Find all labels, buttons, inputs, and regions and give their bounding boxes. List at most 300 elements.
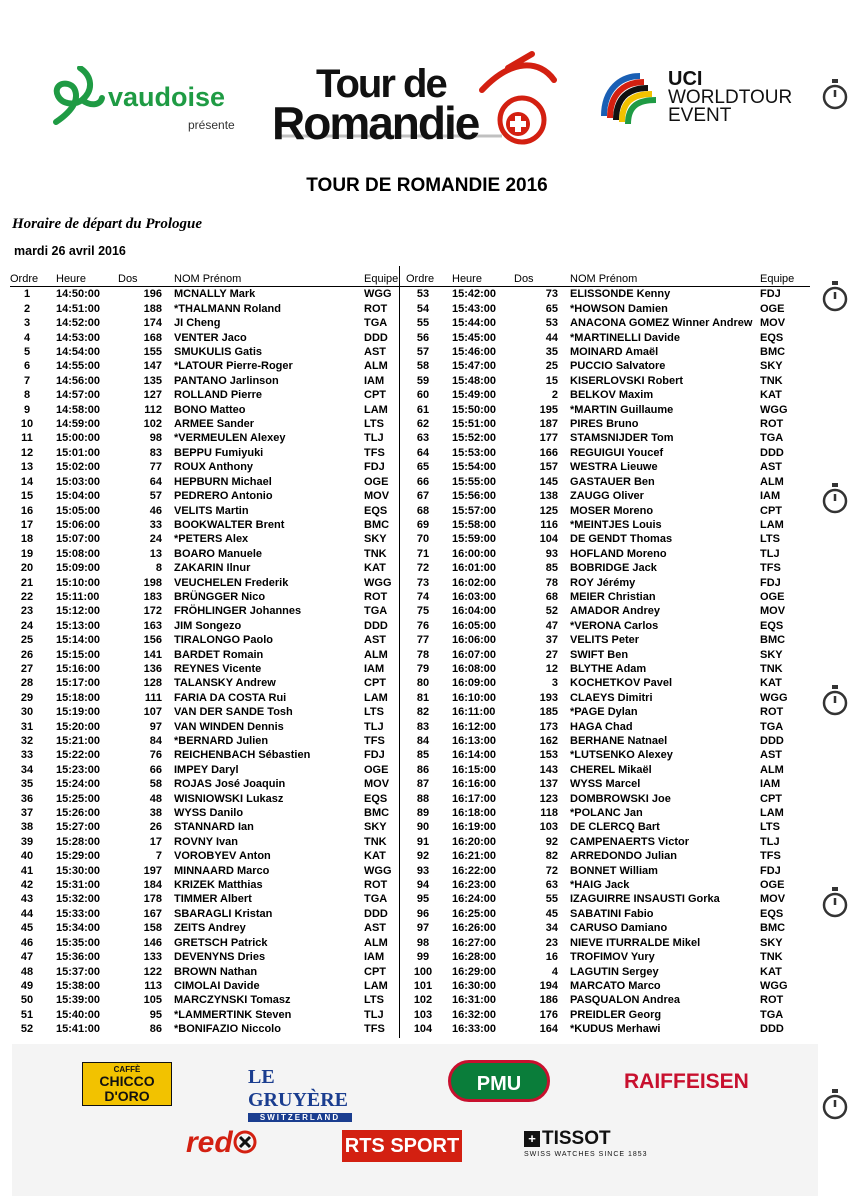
rider-order: 14 <box>20 475 34 488</box>
rider-bib: 188 <box>143 302 162 315</box>
rider-order: 83 <box>416 720 430 733</box>
rider-order: 1 <box>23 288 31 301</box>
rider-name: *KUDUS Merhawi <box>570 1023 661 1036</box>
rider-name: HOFLAND Moreno <box>570 547 667 560</box>
rider-bib: 33 <box>149 518 162 531</box>
rider-order: 26 <box>20 648 34 661</box>
rider-order: 16 <box>20 504 34 517</box>
table-row <box>406 518 810 532</box>
rider-order: 36 <box>20 792 34 805</box>
vaudoise-name: vaudoise <box>108 82 226 112</box>
table-row <box>406 835 810 849</box>
rider-team: FDJ <box>760 288 781 301</box>
table-header-row <box>406 272 810 287</box>
rider-bib: 78 <box>545 576 558 589</box>
rider-start-time: 16:09:00 <box>452 677 497 690</box>
rider-order: 37 <box>20 807 34 820</box>
rider-team: CPT <box>760 504 782 517</box>
rider-name: *LUTSENKO Alexey <box>570 749 673 762</box>
table-row <box>10 748 414 762</box>
rider-name: *HOWSON Damien <box>570 302 668 315</box>
table-row <box>10 475 414 489</box>
rider-team: KAT <box>364 562 386 575</box>
rider-team: ALM <box>364 360 388 373</box>
rider-bib: 143 <box>539 763 558 776</box>
rider-start-time: 14:51:00 <box>56 302 101 315</box>
rider-start-time: 16:15:00 <box>452 763 497 776</box>
rider-name: BOOKWALTER Brent <box>174 518 285 531</box>
rider-team: MOV <box>364 490 390 503</box>
rider-bib: 196 <box>143 288 162 301</box>
worldtour-label: WORLDTOUR <box>668 87 793 108</box>
rider-team: IAM <box>760 490 781 503</box>
rider-start-time: 15:59:00 <box>452 533 497 546</box>
rider-team: WGG <box>760 691 788 704</box>
rider-name: JIM Songezo <box>174 619 242 632</box>
rider-name: CARUSO Damiano <box>570 922 668 935</box>
table-row <box>10 604 414 618</box>
rider-order: 101 <box>413 979 433 992</box>
rider-bib: 177 <box>539 432 558 445</box>
start-list-table-left <box>10 272 414 1037</box>
rider-start-time: 15:36:00 <box>56 951 101 964</box>
table-row <box>10 806 414 820</box>
rider-order: 5 <box>23 346 31 359</box>
rider-start-time: 16:05:00 <box>452 619 497 632</box>
col-dos: Dos <box>514 272 570 287</box>
rider-bib: 45 <box>545 907 558 920</box>
stopwatch-icon <box>820 78 850 112</box>
rider-name: REICHENBACH Sébastien <box>174 749 311 762</box>
rider-bib: 95 <box>149 1008 162 1021</box>
rider-start-time: 16:07:00 <box>452 648 497 661</box>
rider-name: ARMEE Sander <box>174 418 255 431</box>
rider-team: TLJ <box>760 835 780 848</box>
raiffeisen-logo: RAIFFEISEN <box>624 1070 749 1093</box>
rider-name: BOARO Manuele <box>174 547 263 560</box>
rider-team: LAM <box>364 691 388 704</box>
rider-order: 59 <box>416 374 430 387</box>
redo-text: red <box>186 1126 233 1159</box>
rider-team: IAM <box>760 778 781 791</box>
rider-team: WGG <box>760 403 788 416</box>
rider-order: 10 <box>20 418 34 431</box>
rider-team: LAM <box>760 518 784 531</box>
rider-start-time: 16:23:00 <box>452 879 497 892</box>
rider-bib: 164 <box>539 1023 558 1036</box>
stopwatch-icon <box>820 280 850 314</box>
rider-start-time: 16:21:00 <box>452 850 497 863</box>
rider-start-time: 14:50:00 <box>56 288 101 301</box>
rider-start-time: 16:26:00 <box>452 922 497 935</box>
rider-name: HAGA Chad <box>570 720 633 733</box>
rider-order: 28 <box>20 677 34 690</box>
rider-team: ALM <box>760 763 784 776</box>
rider-order: 17 <box>20 518 34 531</box>
rider-order: 6 <box>23 360 31 373</box>
rider-order: 85 <box>416 749 430 762</box>
rider-start-time: 16:29:00 <box>452 965 497 978</box>
rider-name: PIRES Bruno <box>570 418 639 431</box>
rider-name: ZAKARIN Ilnur <box>174 562 251 575</box>
rider-bib: 34 <box>545 922 558 935</box>
table-row <box>10 878 414 892</box>
col-equipe: Equipe <box>364 272 414 287</box>
rider-team: OGE <box>364 475 389 488</box>
rider-start-time: 15:24:00 <box>56 778 101 791</box>
rider-name: SWIFT Ben <box>570 648 629 661</box>
rider-order: 45 <box>20 922 34 935</box>
rider-order: 8 <box>23 389 31 402</box>
rider-team: TGA <box>760 432 784 445</box>
table-row <box>406 864 810 878</box>
table-row <box>406 1008 810 1022</box>
table-row <box>10 936 414 950</box>
rider-order: 30 <box>20 706 34 719</box>
rider-name: TROFIMOV Yury <box>570 951 655 964</box>
rider-order: 48 <box>20 965 34 978</box>
rider-team: KAT <box>760 965 782 978</box>
rider-bib: 65 <box>545 302 558 315</box>
table-row <box>406 763 810 777</box>
rider-start-time: 16:24:00 <box>452 893 497 906</box>
rider-name: *LATOUR Pierre-Roger <box>174 360 293 373</box>
table-row <box>406 849 810 863</box>
rider-order: 18 <box>20 533 34 546</box>
table-row <box>10 633 414 647</box>
rider-start-time: 15:13:00 <box>56 619 101 632</box>
rider-start-time: 15:50:00 <box>452 403 497 416</box>
rider-start-time: 15:47:00 <box>452 360 497 373</box>
rider-team: WGG <box>364 864 392 877</box>
rider-bib: 116 <box>540 518 558 531</box>
table-row <box>10 835 414 849</box>
table-row <box>406 748 810 762</box>
rider-start-time: 15:11:00 <box>56 590 100 603</box>
rider-bib: 146 <box>143 936 162 949</box>
table-row <box>406 648 810 662</box>
table-row <box>406 489 810 503</box>
rider-order: 90 <box>416 821 430 834</box>
rider-order: 4 <box>23 331 31 344</box>
col-heure: Heure <box>44 272 118 287</box>
rider-name: BEPPU Fumiyuki <box>174 446 264 459</box>
rider-order: 55 <box>416 317 430 330</box>
rider-start-time: 15:31:00 <box>56 879 101 892</box>
rider-order: 69 <box>416 518 430 531</box>
rider-bib: 118 <box>540 807 558 820</box>
rider-bib: 194 <box>539 979 558 992</box>
rider-start-time: 16:11:00 <box>452 706 496 719</box>
rider-name: BRÜNGGER Nico <box>174 590 266 603</box>
rider-start-time: 15:54:00 <box>452 461 497 474</box>
rider-name: ELISSONDE Kenny <box>570 288 671 301</box>
rider-bib: 2 <box>551 389 558 402</box>
table-row <box>10 705 414 719</box>
rider-team: LTS <box>364 418 384 431</box>
rider-order: 7 <box>23 374 31 387</box>
rider-start-time: 16:04:00 <box>452 605 497 618</box>
rider-order: 25 <box>20 634 34 647</box>
rider-name: *MARTIN Guillaume <box>570 403 674 416</box>
rider-order: 70 <box>416 533 430 546</box>
rider-start-time: 16:00:00 <box>452 547 497 560</box>
rider-team: FDJ <box>760 864 781 877</box>
rider-bib: 44 <box>545 331 558 344</box>
rider-order: 77 <box>416 634 430 647</box>
rider-start-time: 15:33:00 <box>56 907 101 920</box>
table-row <box>10 504 414 518</box>
rider-name: *VERMEULEN Alexey <box>174 432 286 445</box>
rider-order: 33 <box>20 749 34 762</box>
rider-bib: 93 <box>545 547 558 560</box>
rider-order: 80 <box>416 677 430 690</box>
rider-start-time: 14:56:00 <box>56 374 101 387</box>
rider-name: ZAUGG Oliver <box>570 490 644 503</box>
rider-team: CPT <box>364 389 386 402</box>
table-row <box>406 403 810 417</box>
rider-start-time: 15:15:00 <box>56 648 101 661</box>
rider-bib: 37 <box>545 634 558 647</box>
rider-start-time: 15:28:00 <box>56 835 101 848</box>
rider-bib: 163 <box>143 619 162 632</box>
stopwatch-icon <box>820 684 850 718</box>
rider-order: 76 <box>416 619 430 632</box>
rider-team: KAT <box>364 850 386 863</box>
rider-order: 9 <box>23 403 31 416</box>
rider-name: DE GENDT Thomas <box>570 533 673 546</box>
rider-name: *VERONA Carlos <box>570 619 659 632</box>
table-row <box>10 892 414 906</box>
rider-order: 46 <box>20 936 34 949</box>
rider-order: 68 <box>416 504 430 517</box>
rider-order: 75 <box>416 605 430 618</box>
table-row <box>10 1008 414 1022</box>
rider-name: *MEINTJES Louis <box>570 518 662 531</box>
schedule-date: mardi 26 avril 2016 <box>14 244 126 258</box>
rider-start-time: 15:08:00 <box>56 547 101 560</box>
rider-start-time: 14:54:00 <box>56 346 101 359</box>
rider-bib: 112 <box>144 403 162 416</box>
rider-order: 64 <box>416 446 430 459</box>
rider-order: 39 <box>20 835 34 848</box>
rider-bib: 77 <box>149 461 162 474</box>
rider-start-time: 15:27:00 <box>56 821 101 834</box>
rider-order: 15 <box>20 490 34 503</box>
tissot-sub-text: SWISS WATCHES SINCE 1853 <box>524 1151 648 1158</box>
rider-bib: 183 <box>143 590 162 603</box>
rider-start-time: 15:55:00 <box>452 475 497 488</box>
rider-team: FDJ <box>364 749 385 762</box>
schedule-subtitle: Horaire de départ du Prologue <box>12 216 202 232</box>
rider-bib: 35 <box>545 346 558 359</box>
rider-bib: 98 <box>149 432 162 445</box>
rider-order: 24 <box>20 619 34 632</box>
table-row <box>10 993 414 1007</box>
rider-order: 72 <box>416 562 430 575</box>
rider-bib: 135 <box>143 374 162 387</box>
rider-name: STAMSNIJDER Tom <box>570 432 674 445</box>
rider-order: 29 <box>20 691 34 704</box>
table-row <box>10 388 414 402</box>
rider-name: ROJAS José Joaquin <box>174 778 286 791</box>
rider-name: BLYTHE Adam <box>570 662 647 675</box>
rider-bib: 174 <box>143 317 162 330</box>
le-gruyere-logo <box>248 1066 368 1122</box>
rider-bib: 197 <box>143 864 162 877</box>
rider-team: AST <box>364 634 386 647</box>
table-row <box>10 518 414 532</box>
table-row <box>406 979 810 993</box>
rider-team: IAM <box>364 374 385 387</box>
rider-bib: 12 <box>545 662 558 675</box>
rider-name: *HAIG Jack <box>570 879 630 892</box>
table-row <box>10 921 414 935</box>
table-row <box>406 359 810 373</box>
col-heure: Heure <box>440 272 514 287</box>
rider-order: 61 <box>416 403 430 416</box>
table-row <box>406 1022 810 1036</box>
table-row <box>10 777 414 791</box>
rider-team: TFS <box>364 446 385 459</box>
rider-start-time: 16:14:00 <box>452 749 497 762</box>
rider-bib: 72 <box>545 864 558 877</box>
header <box>0 0 854 170</box>
table-row <box>10 359 414 373</box>
table-row <box>406 993 810 1007</box>
rider-team: BMC <box>364 807 390 820</box>
rider-order: 87 <box>416 778 430 791</box>
rider-order: 79 <box>416 662 430 675</box>
rider-start-time: 15:02:00 <box>56 461 101 474</box>
start-list-table-right <box>406 272 810 1037</box>
rider-start-time: 16:31:00 <box>452 994 497 1007</box>
table-row <box>10 316 414 330</box>
rider-team: LAM <box>364 979 388 992</box>
rider-name: WYSS Danilo <box>174 807 244 820</box>
rider-bib: 82 <box>545 850 558 863</box>
rider-order: 98 <box>416 936 430 949</box>
rider-start-time: 16:30:00 <box>452 979 497 992</box>
tissot-cross-icon: + <box>524 1131 540 1147</box>
table-row <box>406 345 810 359</box>
rider-bib: 107 <box>143 706 162 719</box>
rider-start-time: 15:53:00 <box>452 446 497 459</box>
rider-start-time: 15:42:00 <box>452 288 497 301</box>
rider-team: LTS <box>364 994 384 1007</box>
rider-order: 44 <box>20 907 34 920</box>
rider-name: *POLANC Jan <box>570 807 643 820</box>
rider-order: 38 <box>20 821 34 834</box>
rider-bib: 123 <box>539 792 558 805</box>
rider-start-time: 15:44:00 <box>452 317 497 330</box>
table-row <box>10 950 414 964</box>
rider-team: LTS <box>364 706 384 719</box>
vaudoise-leaf-icon <box>52 66 106 126</box>
table-row <box>10 287 414 302</box>
table-row <box>10 1022 414 1036</box>
rider-start-time: 16:16:00 <box>452 778 497 791</box>
rider-start-time: 16:02:00 <box>452 576 497 589</box>
rider-name: SBARAGLI Kristan <box>174 907 273 920</box>
rider-name: PUCCIO Salvatore <box>570 360 666 373</box>
rider-order: 57 <box>416 346 430 359</box>
rider-start-time: 16:32:00 <box>452 1008 497 1021</box>
table-row <box>406 302 810 316</box>
rider-name: ANACONA GOMEZ Winner Andrew <box>570 317 753 330</box>
rider-start-time: 15:19:00 <box>56 706 101 719</box>
table-row <box>406 921 810 935</box>
rider-bib: 3 <box>551 677 558 690</box>
rider-bib: 156 <box>143 634 162 647</box>
rider-bib: 52 <box>545 605 558 618</box>
rider-bib: 97 <box>149 720 162 733</box>
rider-start-time: 15:09:00 <box>56 562 101 575</box>
rider-order: 99 <box>416 951 430 964</box>
page-title: TOUR DE ROMANDIE 2016 <box>306 175 548 196</box>
rider-start-time: 15:39:00 <box>56 994 101 1007</box>
rider-start-time: 15:05:00 <box>56 504 101 517</box>
rider-bib: 162 <box>539 735 558 747</box>
rider-start-time: 15:40:00 <box>56 1008 101 1021</box>
rider-start-time: 16:01:00 <box>452 562 497 575</box>
rider-start-time: 15:51:00 <box>452 418 497 431</box>
rider-bib: 113 <box>144 979 162 992</box>
rider-start-time: 15:22:00 <box>56 749 101 762</box>
table-row <box>10 979 414 993</box>
rider-start-time: 15:21:00 <box>56 735 101 747</box>
rider-order: 95 <box>416 893 430 906</box>
table-row <box>10 648 414 662</box>
rider-team: MOV <box>760 317 786 330</box>
rider-bib: 173 <box>539 720 558 733</box>
uci-rainbow-icon <box>600 70 660 126</box>
table-row <box>406 777 810 791</box>
col-ordre: Ordre <box>406 272 440 287</box>
rider-team: FDJ <box>364 461 385 474</box>
rider-start-time: 15:12:00 <box>56 605 101 618</box>
rider-start-time: 14:52:00 <box>56 317 101 330</box>
rider-start-time: 15:10:00 <box>56 576 101 589</box>
rider-name: *PETERS Alex <box>174 533 249 546</box>
rider-bib: 17 <box>149 835 162 848</box>
rider-start-time: 15:48:00 <box>452 374 497 387</box>
rider-start-time: 15:04:00 <box>56 490 101 503</box>
column-divider <box>399 266 400 1038</box>
rider-team: TFS <box>364 735 385 747</box>
rider-start-time: 16:25:00 <box>452 907 497 920</box>
uci-worldtour-logo <box>600 68 800 128</box>
rider-team: TLJ <box>364 432 384 445</box>
col-nom: NOM Prénom <box>174 272 364 287</box>
rider-team: EQS <box>760 331 784 344</box>
rider-order: 89 <box>416 807 430 820</box>
rider-name: VENTER Jaco <box>174 331 247 344</box>
rider-name: TIMMER Albert <box>174 893 252 906</box>
rider-order: 22 <box>20 590 34 603</box>
rider-bib: 138 <box>539 490 558 503</box>
table-row <box>10 446 414 460</box>
rider-bib: 105 <box>143 994 162 1007</box>
rider-name: CLAEYS Dimitri <box>570 691 653 704</box>
table-row <box>406 475 810 489</box>
rider-team: TNK <box>364 547 387 560</box>
redo-x-icon <box>233 1130 257 1154</box>
rider-name: CHEREL Mikaël <box>570 763 652 776</box>
rider-bib: 166 <box>539 446 558 459</box>
rider-order: 91 <box>416 835 430 848</box>
rider-start-time: 16:06:00 <box>452 634 497 647</box>
